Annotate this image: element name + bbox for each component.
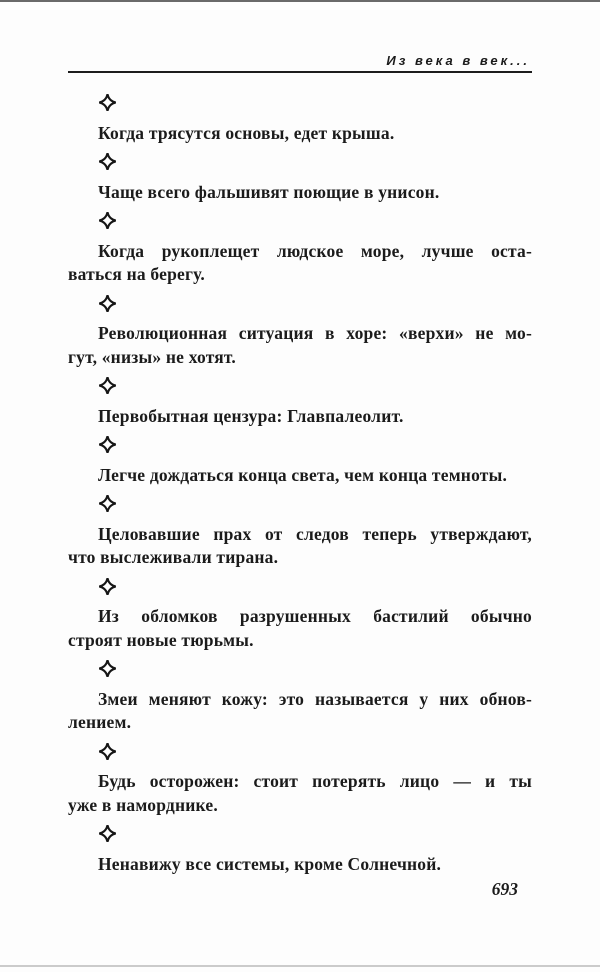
aphorism-item: [68, 152, 532, 204]
aphorism-item: [68, 659, 532, 735]
aphorism-item: [68, 211, 532, 287]
text-line: Будь осторожен: стоит потерять лицо — и ты: [98, 771, 532, 791]
four-pointed-star-icon: [98, 211, 532, 230]
aphorism-item: [68, 742, 532, 818]
aphorism-item: [68, 376, 532, 428]
page-top-edge: [0, 0, 600, 2]
aphorism-text: [68, 853, 532, 877]
aphorism-item: [68, 494, 532, 570]
aphorism-text: [68, 770, 532, 817]
text-line: гут, «низы» не хотят.: [68, 346, 236, 367]
aphorism-text: [68, 181, 532, 205]
text-line: ваться на берегу.: [68, 264, 205, 284]
aphorism-text: [68, 122, 532, 146]
aphorism-item: [68, 577, 532, 653]
four-pointed-star-icon: [98, 435, 532, 454]
four-pointed-star-icon: [98, 659, 532, 678]
aphorism-text: [68, 688, 532, 735]
aphorism-item: [68, 824, 532, 876]
four-pointed-star-icon: [98, 294, 532, 313]
running-head-rule: [68, 0, 532, 73]
text-line: Из обломков разрушенных бастилий обычно: [98, 606, 532, 626]
text-line: Ненавижу все системы, кроме Солнечной.: [98, 853, 442, 874]
text-line: Змеи меняют кожу: это называется у них обнов-: [98, 688, 532, 709]
text-line: что выслеживали тирана.: [68, 547, 279, 567]
four-pointed-star-icon: [98, 824, 532, 843]
aphorism-text: [68, 464, 532, 488]
text-line: Когда рукоплещет людское море, лучше оста-: [98, 240, 532, 261]
aphorism-item: [68, 93, 532, 145]
aphorism-text: [68, 523, 532, 570]
text-line: Революционная ситуация в хоре: «верхи» не мо-: [98, 323, 532, 343]
aphorism-text: [68, 322, 532, 369]
page-number: 693: [491, 879, 518, 899]
four-pointed-star-icon: [98, 577, 532, 596]
text-line: строят новые тюрьмы.: [68, 629, 254, 650]
text-line: Чаще всего фальшивят поющие в унисон.: [98, 181, 440, 202]
aphorism-item: [68, 435, 532, 487]
text-line: Первобытная цензура: Главпалеолит.: [98, 405, 404, 426]
text-line: уже в наморднике.: [68, 794, 218, 815]
page-bottom-edge: [0, 965, 600, 967]
aphorism-item: [68, 294, 532, 370]
aphorism-text: [68, 605, 532, 652]
text-line: Легче дождаться конца света, чем конца темноты.: [98, 464, 508, 485]
four-pointed-star-icon: [98, 93, 532, 112]
aphorism-list: [68, 93, 532, 876]
running-head-title: Из века в век...: [384, 53, 532, 73]
text-line: Целовавшие прах от следов теперь утверждают,: [98, 523, 532, 544]
four-pointed-star-icon: [98, 742, 532, 761]
text-line: лением.: [68, 712, 132, 732]
aphorism-text: [68, 405, 532, 429]
aphorism-text: [68, 240, 532, 287]
four-pointed-star-icon: [98, 494, 532, 513]
four-pointed-star-icon: [98, 152, 532, 171]
four-pointed-star-icon: [98, 376, 532, 395]
text-line: Когда трясутся основы, едет крыша.: [98, 122, 395, 143]
